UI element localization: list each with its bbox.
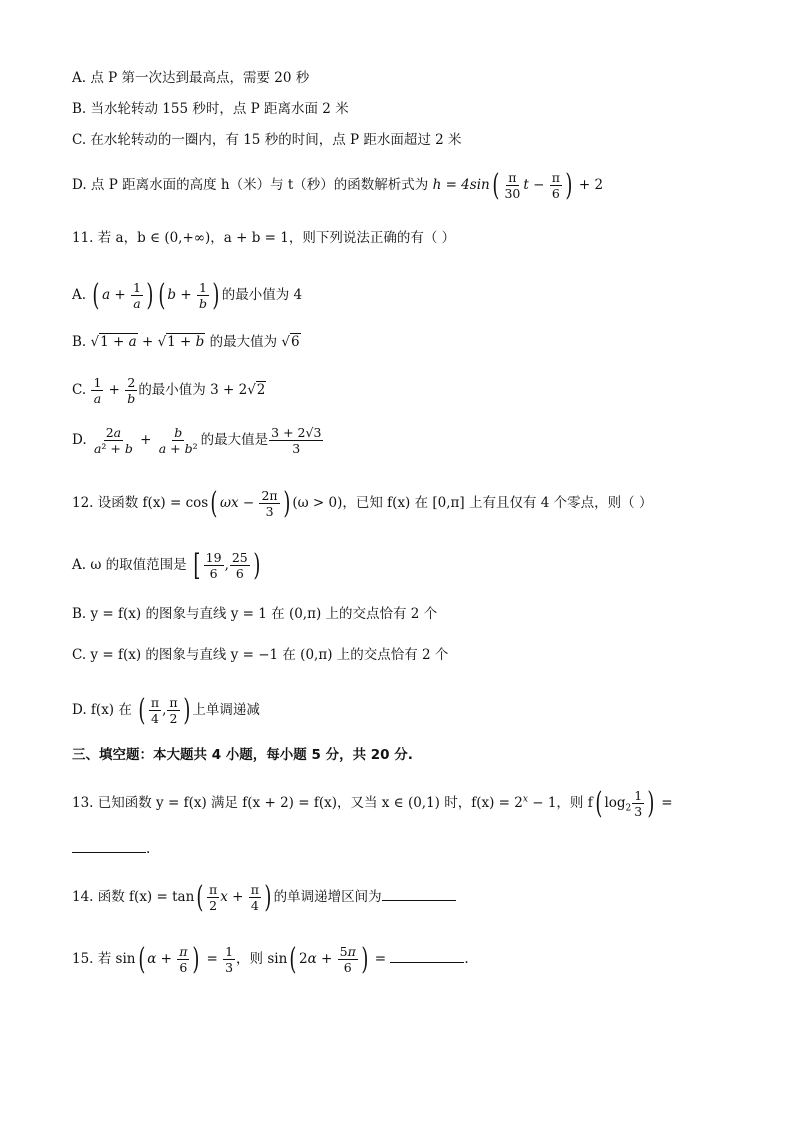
section-heading: 三、填空题：本大题共 4 小题，每小题 5 分，共 20 分.: [72, 747, 413, 763]
q13-answer-blank[interactable]: .: [72, 838, 150, 859]
q10-option-b: B. 当水轮转动 155 秒时，点 P 距离水面 2 米: [72, 101, 349, 117]
q12-option-c: C. y = f(x) 的图象与直线 y = −1 在 (0,π) 上的交点恰有 2 个: [72, 647, 449, 663]
q13-stem: 13. 已知函数 y = f(x) 满足 f(x + 2) = f(x)，又当 x ∈ (0,1) 时，$f(x) = 2^x - 1$，则 f( $\log_2$ $\frac{1}{3}$ ) =: [72, 785, 673, 821]
q11-option-b: B. √1 + a + √1 + b 的最大值为 √6: [72, 334, 300, 350]
q14-answer-blank[interactable]: [382, 886, 456, 901]
q12-stem: 12. 设函数 f(x) = cos( ωx − $\frac{2\pi}{3}$ ) (ω > 0)，已知 f(x) 在 [0,π] 上有且仅有 4 个零点，则（ ）: [72, 485, 653, 521]
q10-option-c: C. 在水轮转动的一圈内，有 15 秒的时间，点 P 距水面超过 2 米: [72, 132, 462, 148]
q15-stem: 15. 若 sin( α + $\frac{\pi}{6}$ ) = $\frac{1}{3}$ ，则 sin( 2α + $\frac{5\pi}{6}$ ) = .: [72, 941, 469, 977]
q14-stem: 14. 函数 f(x) = tan( $\frac{\pi}{2}$ x + $\frac{\pi}{4}$ ) 的单调递增区间为: [72, 882, 456, 913]
q12-option-a: A. ω 的取值范围是 [ $\frac{19}{6}$ , $\frac{25}{6}$ ): [72, 547, 261, 583]
q10-option-d: D. 点 P 距离水面的高度 h（米）与 t（秒）的函数解析式为 h = 4sin( $\frac{\pi}{30}$ t − $\frac{\pi}{6}$ ) + 2: [72, 167, 604, 203]
q10-option-a: A. 点 P 第一次达到最高点，需要 20 秒: [72, 70, 310, 86]
q11-option-d: D. $\frac{2a}{\text{a² + b}}$ + $\frac{b}{\text{a + b²}}$ 的最大值是 $\frac{3 + 2√3}{3}$: [72, 425, 322, 456]
q11-stem: 11. 若 a，b ∈ (0,+∞)，a + b = 1，则下列说法正确的有（ ）: [72, 230, 456, 246]
q11-option-c: C. $\frac{1}{a}$ + $\frac{2}{b}$ 的最小值为 3 + 2√2: [72, 375, 266, 406]
q12-option-b: B. y = f(x) 的图象与直线 y = 1 在 (0,π) 上的交点恰有 2 个: [72, 606, 438, 622]
q15-answer-blank[interactable]: [390, 948, 464, 963]
q12-option-d: D. f(x) 在 ( $\frac{\pi}{4}$ , $\frac{\pi}{2}$ ) 上单调递减: [72, 692, 260, 728]
q11-option-a: A. ( a + $\frac{1}{a}$ ) ( b + $\frac{1}{b}$ ) 的最小值为 4: [72, 277, 303, 313]
q10-d-formula: h = 4sin: [432, 177, 490, 193]
